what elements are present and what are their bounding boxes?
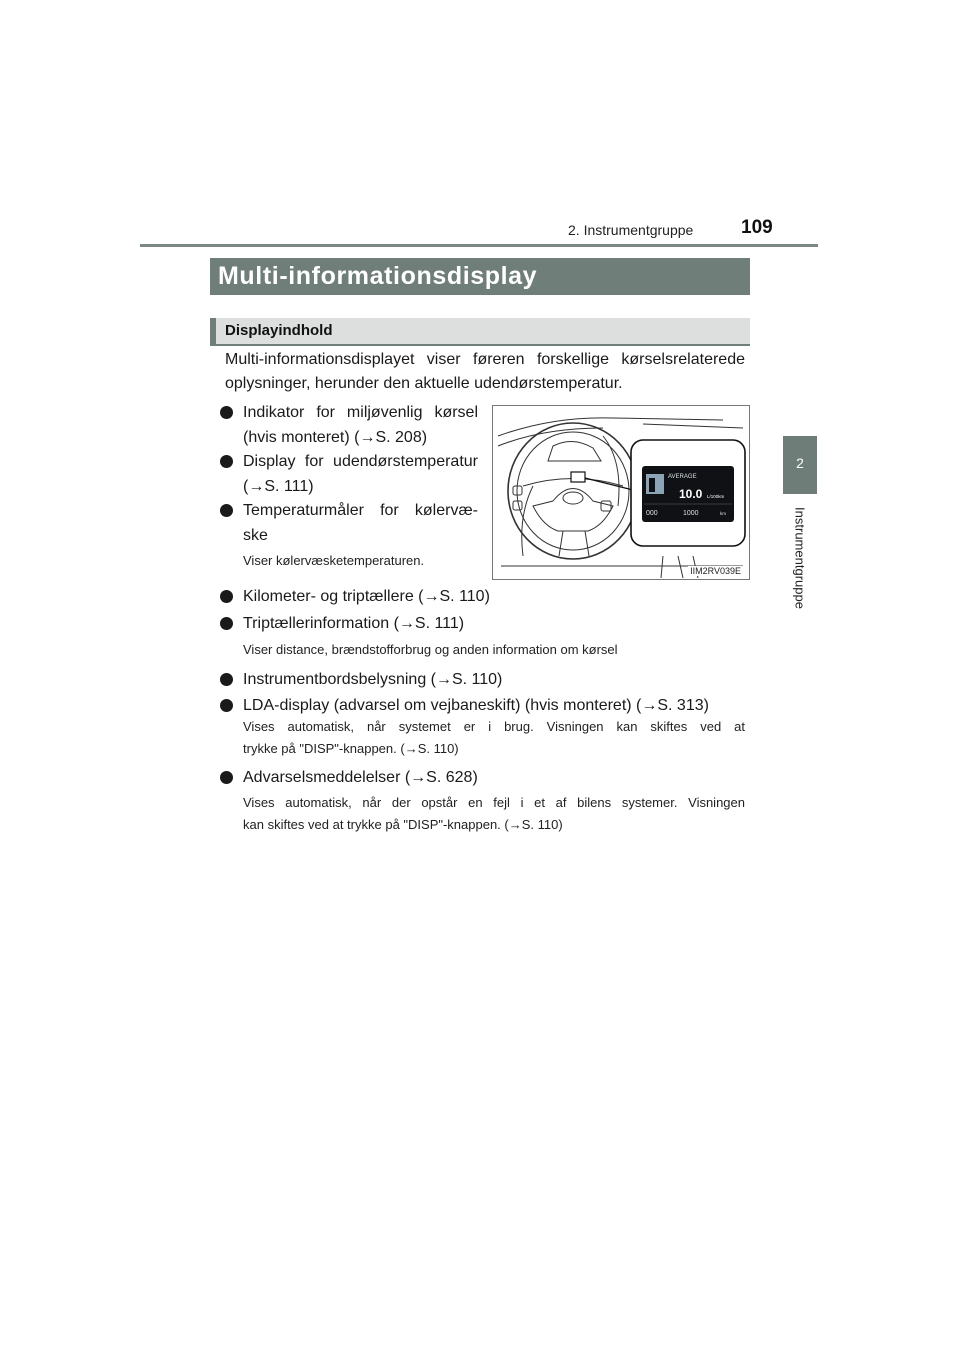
chapter-side-label: Instrumentgruppe — [792, 507, 808, 609]
bullet-icon — [220, 590, 233, 603]
display-unit: L/100km — [707, 494, 725, 499]
item-note: Vises automatisk, når der opstår en fejl i et af bilens systemer. Visningen — [243, 795, 745, 810]
list-item-text: Display for udendørstemperatur — [243, 453, 478, 470]
list-item-text: Temperaturmåler for kølervæ- — [243, 502, 478, 519]
bullet-icon — [220, 673, 233, 686]
bullet-icon — [220, 455, 233, 468]
list-item-text: ske — [243, 527, 268, 544]
list-item-text: Advarselsmeddelelser (→S. 628) — [243, 769, 478, 786]
subsection-heading: Displayindhold — [210, 318, 750, 344]
page-number: 109 — [741, 217, 773, 238]
intro-paragraph: Multi-informationsdisplayet viser føreren forskellige kørselsrelaterede oplysninger, herunder den aktuelle udendørstemperatur. — [225, 351, 745, 392]
header-divider — [140, 244, 818, 247]
figure-code: IIM2RV039E — [690, 566, 741, 576]
list-item-text: (→S. 111) — [243, 478, 314, 495]
list-item-text: Triptællerinformation (→S. 111) — [243, 615, 465, 632]
bullet-icon — [220, 617, 233, 630]
list-item-text: Instrumentbordsbelysning (→S. 110) — [243, 671, 503, 688]
header-section-title: 2. Instrumentgruppe — [568, 222, 694, 238]
bullet-icon — [220, 771, 233, 784]
list-item-text: Kilometer- og triptællere (→S. 110) — [243, 588, 490, 605]
item-note: Viser kølervæsketemperaturen. — [243, 553, 425, 568]
item-note: Viser distance, brændstofforbrug og anden information om kørsel — [243, 642, 618, 657]
chapter-tab — [783, 436, 817, 494]
odo-unit: km — [720, 511, 726, 516]
steering-wheel-illustration — [493, 406, 750, 580]
item-note: Vises automatisk, når systemet er i brug. Visningen kan skiftes ved at — [243, 719, 745, 734]
bullet-icon — [220, 504, 233, 517]
item-note: kan skiftes ved at trykke på "DISP"-knappen. (→S. 110) — [243, 817, 563, 832]
list-item-text: Indikator for miljøvenlig kørsel — [243, 404, 478, 421]
bullet-icon — [220, 699, 233, 712]
bullet-icon — [220, 406, 233, 419]
list-item-text: (hvis monteret) (→S. 208) — [243, 429, 428, 446]
odo-right: 1000 — [683, 510, 699, 517]
odo-left: 000 — [646, 510, 658, 517]
display-value: 10.0 — [679, 487, 703, 501]
chapter-tab-number: 2 — [796, 455, 804, 471]
item-note: trykke på "DISP"-knappen. (→S. 110) — [243, 741, 459, 756]
dashboard-illustration — [492, 405, 750, 580]
list-item-text: LDA-display (advarsel om vejbaneskift) (hvis monteret) (→S. 313) — [243, 697, 709, 714]
page-title: Multi-informationsdisplay — [210, 258, 750, 295]
display-label: AVERAGE — [668, 474, 697, 480]
